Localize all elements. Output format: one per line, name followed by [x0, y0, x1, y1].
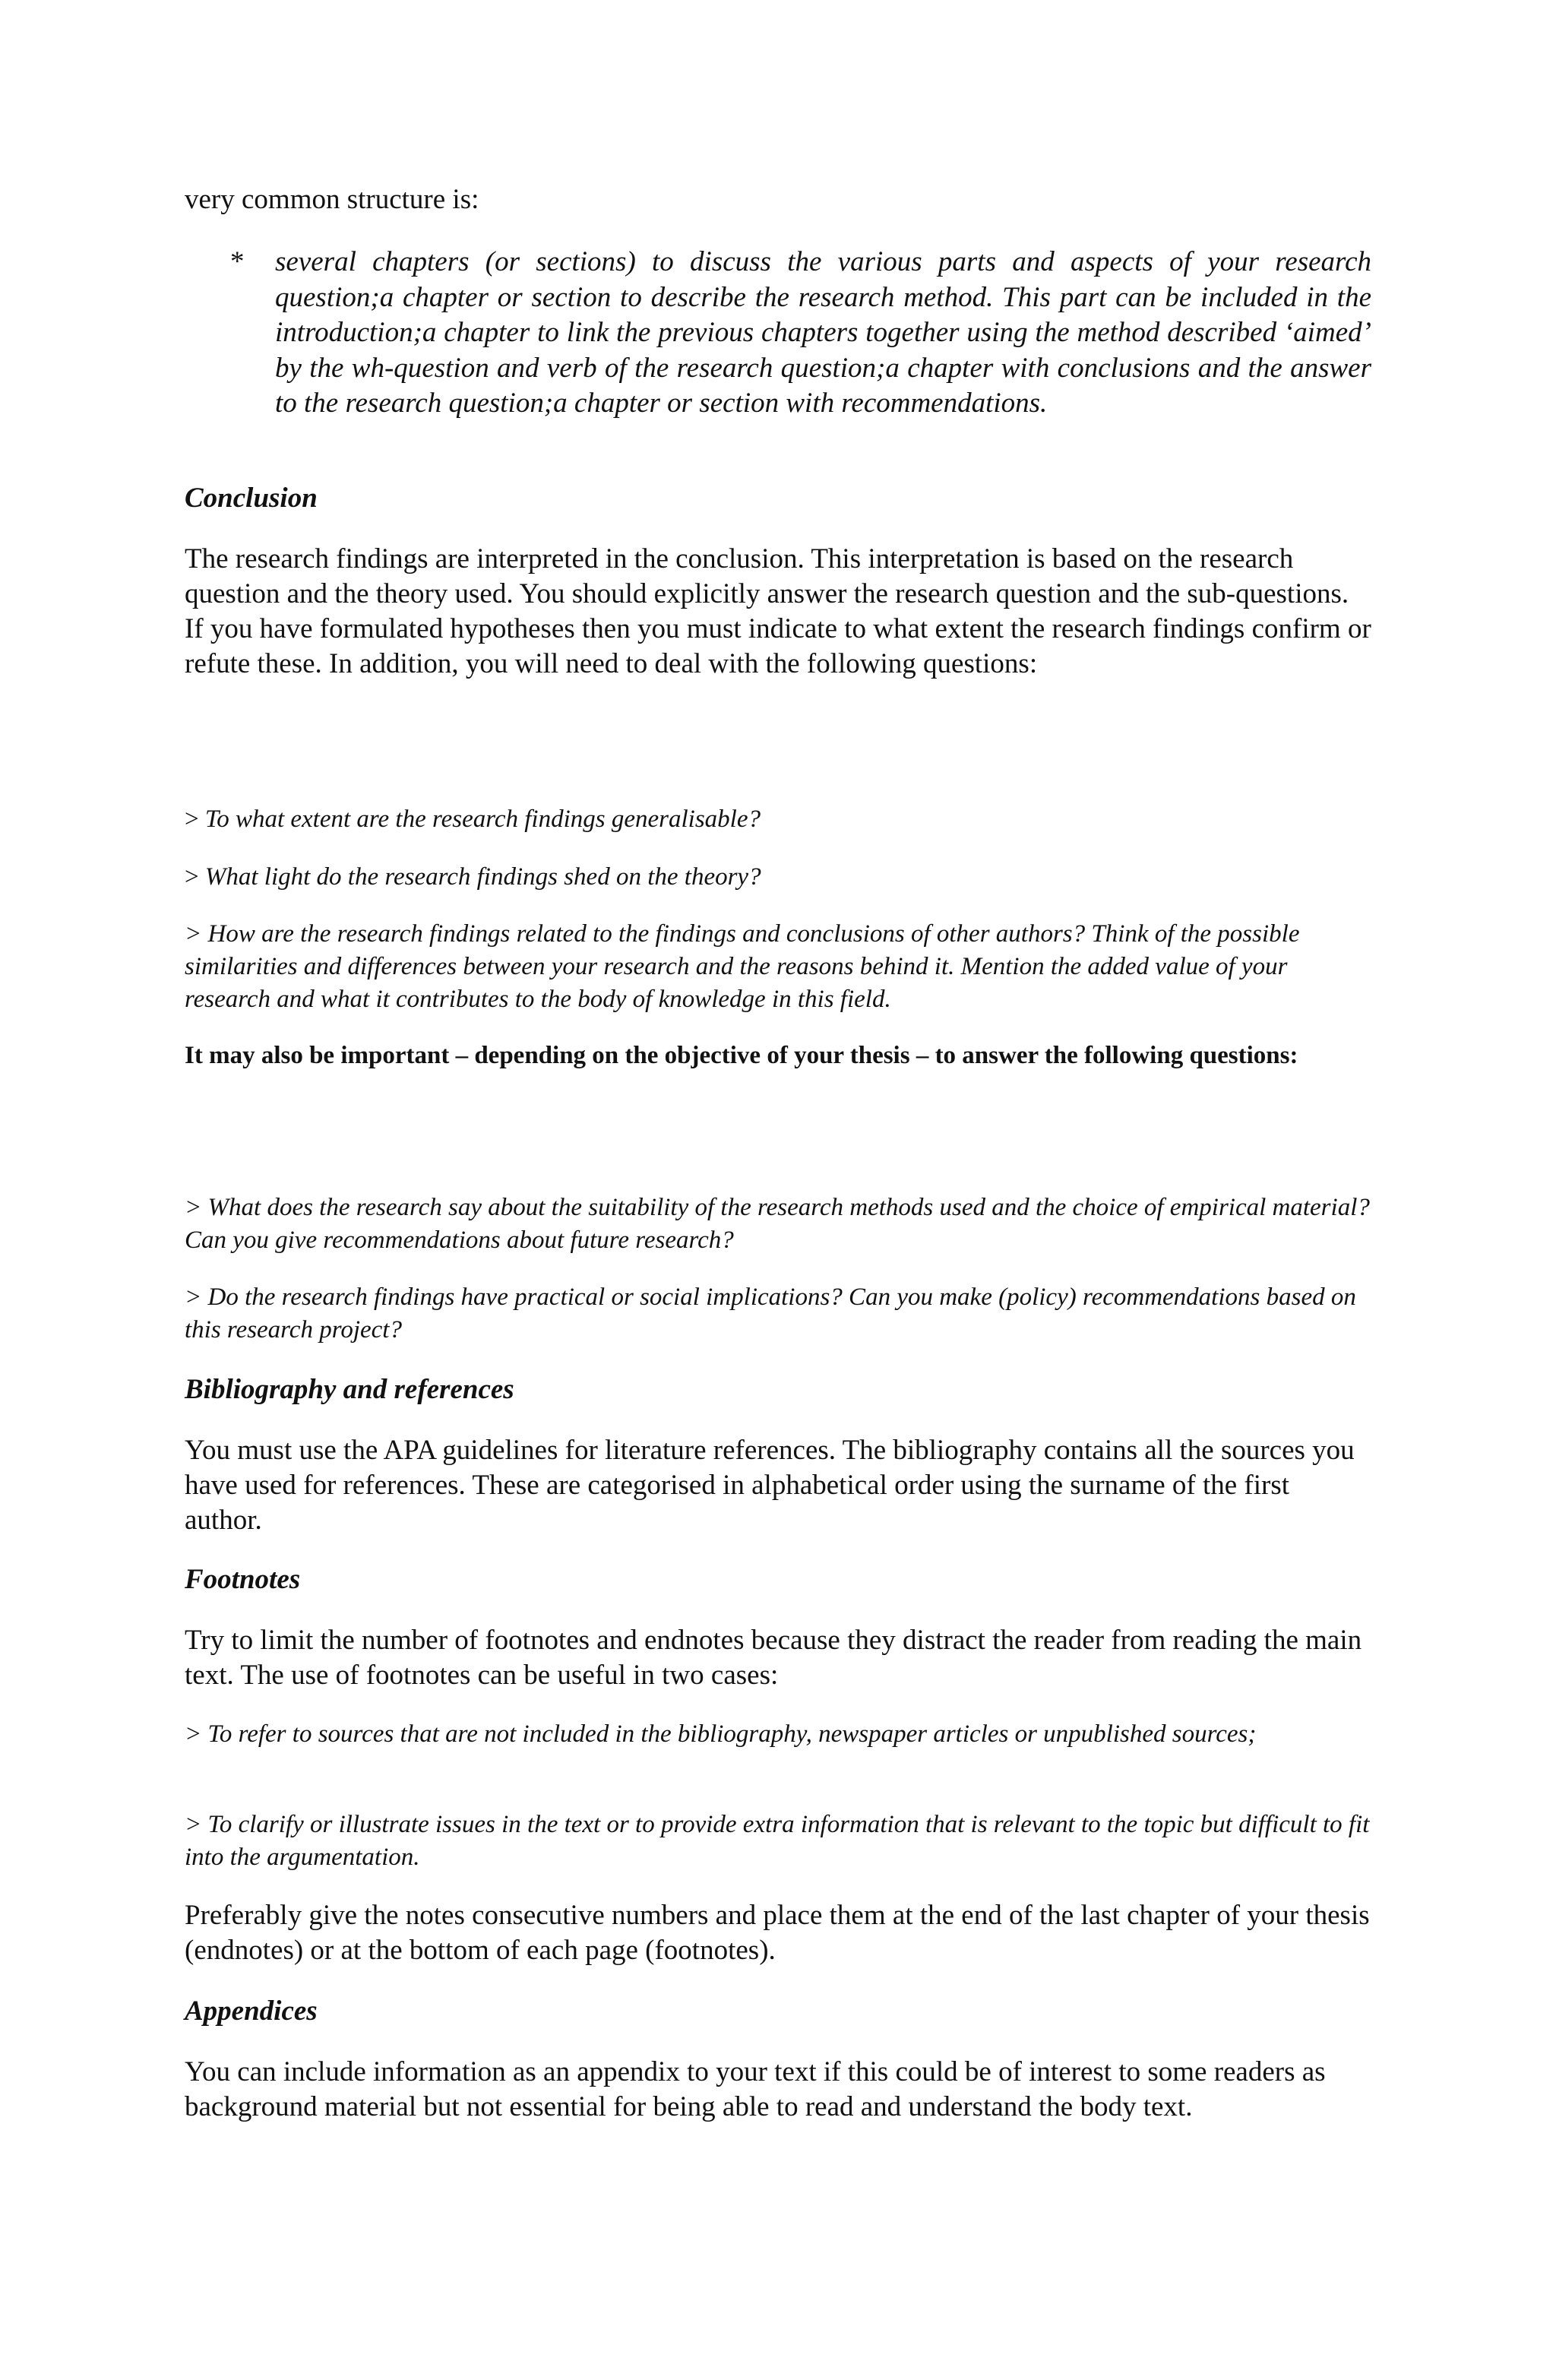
case-marker: >: [185, 1720, 202, 1748]
intro-text: very common structure is:: [185, 184, 479, 215]
question-item: [185, 918, 1371, 1016]
question-text: How are the research findings related to the findings and conclusions of other authors? Think of the possible similarities and differences between your research and the reasons behind it. Mention the added value of your research and what it contributes to the body of knowledge in this field.: [185, 920, 1300, 1013]
case-marker: >: [185, 1811, 202, 1838]
question-marker: >: [185, 863, 199, 891]
question-text: What does the research say about the suitability of the research methods used and the choice of empirical material? Can you give recommendations about future research?: [185, 1194, 1370, 1254]
case-text: To clarify or illustrate issues in the text or to provide extra information that is relevant to the topic but difficult to fit into the argumentation.: [185, 1811, 1370, 1871]
appendices-paragraph: You can include information as an appendix to your text if this could be of interest to some readers as background material but not essential for being able to read and understand the body text.: [185, 2056, 1326, 2122]
footnote-case-item: [185, 1718, 1371, 1751]
question-marker: >: [185, 1283, 202, 1311]
footnotes-heading: Footnotes: [185, 1564, 301, 1595]
important-note: It may also be important – depending on the objective of your thesis – to answer the following questions:: [185, 1042, 1298, 1069]
footnotes-paragraph: Try to limit the number of footnotes and endnotes because they distract the reader from reading the main text. The use of footnotes can be useful in two cases:: [185, 1625, 1362, 1691]
bibliography-paragraph: You must use the APA guidelines for literature references. The bibliography contains all the sources you have used for references. These are categorised in alphabetical order using the surname of the first author.: [185, 1435, 1355, 1536]
question-marker: >: [185, 920, 202, 948]
question-text: To what extent are the research findings generalisable?: [198, 805, 761, 833]
bibliography-heading: Bibliography and references: [185, 1374, 514, 1405]
footnote-case-item: [185, 1809, 1371, 1874]
question-item: [185, 803, 1371, 836]
structure-list-item: several chapters (or sections) to discuss the various parts and aspects of your research question;a chapter or section to describe the research method. This part can be included in the introduction;a chapter to link the previous chapters together using the method described ‘aimed’ by the wh-question and verb of the research question;a chapter with conclusions and the answer to the research question;a chapter or section with recommendations.: [275, 246, 1371, 419]
appendices-heading: Appendices: [185, 1995, 318, 2027]
footnotes-closing: Preferably give the notes consecutive numbers and place them at the end of the last chapter of your thesis (endnotes) or at the bottom of each page (footnotes).: [185, 1900, 1370, 1966]
list-bullet-marker: *: [230, 246, 245, 277]
question-item: [185, 861, 1371, 894]
question-text: What light do the research findings shed on the theory?: [198, 863, 761, 891]
conclusion-heading: Conclusion: [185, 483, 318, 514]
conclusion-paragraph: The research findings are interpreted in the conclusion. This interpretation is based on the research question and the theory used. You should explicitly answer the research question and the sub-questions. If you have formulated hypotheses then you must indicate to what extent the research findings confirm or refute these. In addition, you will need to deal with the following questions:: [185, 543, 1371, 679]
question-marker: >: [185, 1194, 202, 1221]
extra-question-item: [185, 1281, 1371, 1347]
question-text: Do the research findings have practical or social implications? Can you make (policy) recommendations based on this research project?: [185, 1283, 1356, 1343]
case-text: To refer to sources that are not included in the bibliography, newspaper articles or unpublished sources;: [201, 1720, 1257, 1748]
extra-question-item: [185, 1192, 1371, 1257]
question-marker: >: [185, 805, 199, 833]
